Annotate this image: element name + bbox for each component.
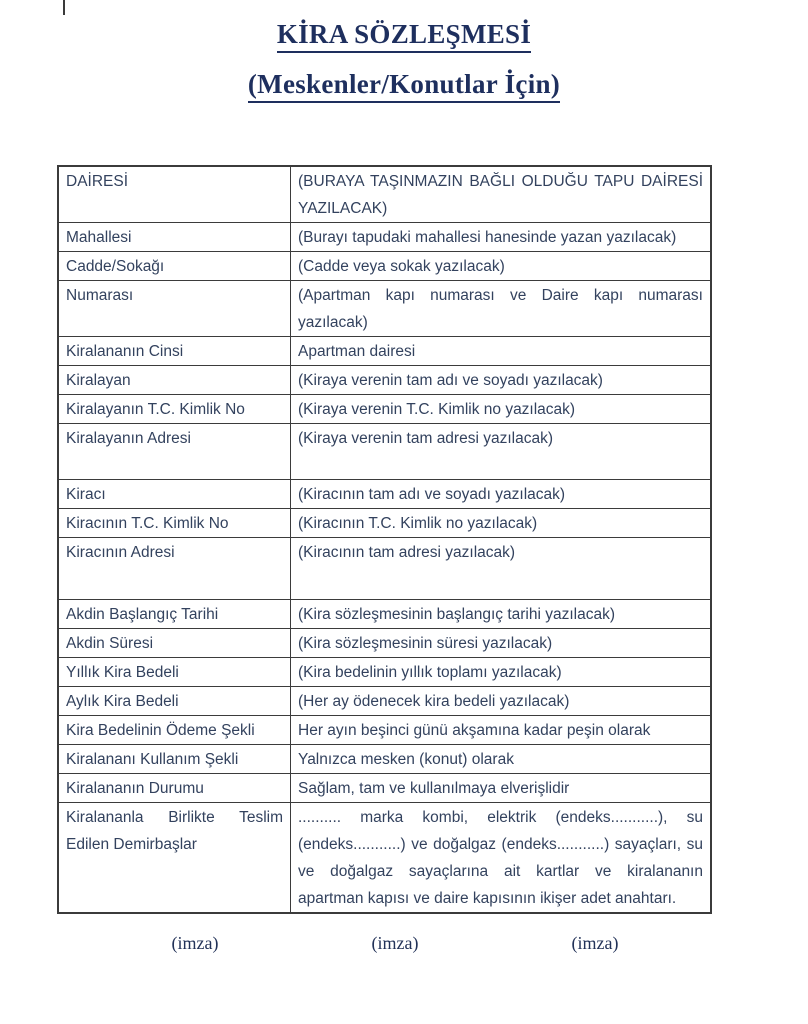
field-label: Mahallesi [58, 223, 291, 252]
table-row [58, 745, 711, 774]
signature-placeholder-1: (imza) [171, 933, 219, 953]
field-value: (Kira sözleşmesinin başlangıç tarihi yazılacak) [291, 600, 712, 629]
contract-table [57, 165, 712, 914]
document-subtitle-text: (Meskenler/Konutlar İçin) [248, 69, 560, 103]
table-row [58, 509, 711, 538]
field-value: Apartman dairesi [291, 337, 712, 366]
table-row [58, 424, 711, 480]
field-value: (Kira sözleşmesinin süresi yazılacak) [291, 629, 712, 658]
field-label: Akdin Süresi [58, 629, 291, 658]
document-title-text: KİRA SÖZLEŞMESİ [277, 19, 531, 53]
field-label: Kiralayanın Adresi [58, 424, 291, 480]
field-value: Yalnızca mesken (konut) olarak [291, 745, 712, 774]
field-value: Her ayın beşinci günü akşamına kadar peşin olarak [291, 716, 712, 745]
field-label: Aylık Kira Bedeli [58, 687, 291, 716]
table-row [58, 629, 711, 658]
field-value: (BURAYA TAŞINMAZIN BAĞLI OLDUĞU TAPU DAİRESİ YAZILACAK) [291, 166, 712, 223]
table-row [58, 366, 711, 395]
table-row [58, 480, 711, 509]
signature-placeholder-3: (imza) [571, 933, 619, 953]
table-row [58, 803, 711, 914]
field-label: Kiralananın Durumu [58, 774, 291, 803]
field-value: (Cadde veya sokak yazılacak) [291, 252, 712, 281]
field-value: (Kiraya verenin tam adı ve soyadı yazılacak) [291, 366, 712, 395]
signature-placeholder-2: (imza) [371, 933, 419, 953]
page-edge-mark [63, 0, 65, 15]
field-value: (Kiraya verenin T.C. Kimlik no yazılacak) [291, 395, 712, 424]
field-label: Kiralananın Cinsi [58, 337, 291, 366]
field-label: Kiralayan [58, 366, 291, 395]
table-row [58, 538, 711, 600]
table-row [58, 223, 711, 252]
table-row [58, 166, 711, 223]
table-row [58, 600, 711, 629]
field-label: Kiralananla Birlikte Teslim Edilen Demirbaşlar [58, 803, 291, 914]
field-label: Kira Bedelinin Ödeme Şekli [58, 716, 291, 745]
field-label: Yıllık Kira Bedeli [58, 658, 291, 687]
field-label: Kiracı [58, 480, 291, 509]
field-value: (Kiracının tam adı ve soyadı yazılacak) [291, 480, 712, 509]
table-row [58, 281, 711, 337]
document-title [0, 19, 808, 53]
field-value: .......... marka kombi, elektrik (endeks...........), su (endeks...........) ve doğalgaz (endeks...........) sayaçları, su ve doğalgaz sayaçlarına ait kartlar ve kiralananın apartman kapısı ve daire kapısının ikişer adet anahtarı. [291, 803, 712, 914]
field-label: Numarası [58, 281, 291, 337]
field-label: DAİRESİ [58, 166, 291, 223]
table-row [58, 252, 711, 281]
field-label: Akdin Başlangıç Tarihi [58, 600, 291, 629]
table-row [58, 716, 711, 745]
field-label: Cadde/Sokağı [58, 252, 291, 281]
document-subtitle [0, 69, 808, 103]
field-value: (Kiraya verenin tam adresi yazılacak) [291, 424, 712, 480]
field-value: (Kiracının tam adresi yazılacak) [291, 538, 712, 600]
table-row [58, 687, 711, 716]
table-row [58, 395, 711, 424]
field-label: Kiralananı Kullanım Şekli [58, 745, 291, 774]
table-row [58, 774, 711, 803]
field-value: (Kiracının T.C. Kimlik no yazılacak) [291, 509, 712, 538]
field-label: Kiracının Adresi [58, 538, 291, 600]
field-value: Sağlam, tam ve kullanılmaya elverişlidir [291, 774, 712, 803]
field-value: (Apartman kapı numarası ve Daire kapı numarası yazılacak) [291, 281, 712, 337]
field-value: (Her ay ödenecek kira bedeli yazılacak) [291, 687, 712, 716]
contract-table-body [58, 166, 711, 913]
field-value: (Burayı tapudaki mahallesi hanesinde yazan yazılacak) [291, 223, 712, 252]
field-label: Kiralayanın T.C. Kimlik No [58, 395, 291, 424]
field-value: (Kira bedelinin yıllık toplamı yazılacak) [291, 658, 712, 687]
table-row [58, 658, 711, 687]
field-label: Kiracının T.C. Kimlik No [58, 509, 291, 538]
table-row [58, 337, 711, 366]
